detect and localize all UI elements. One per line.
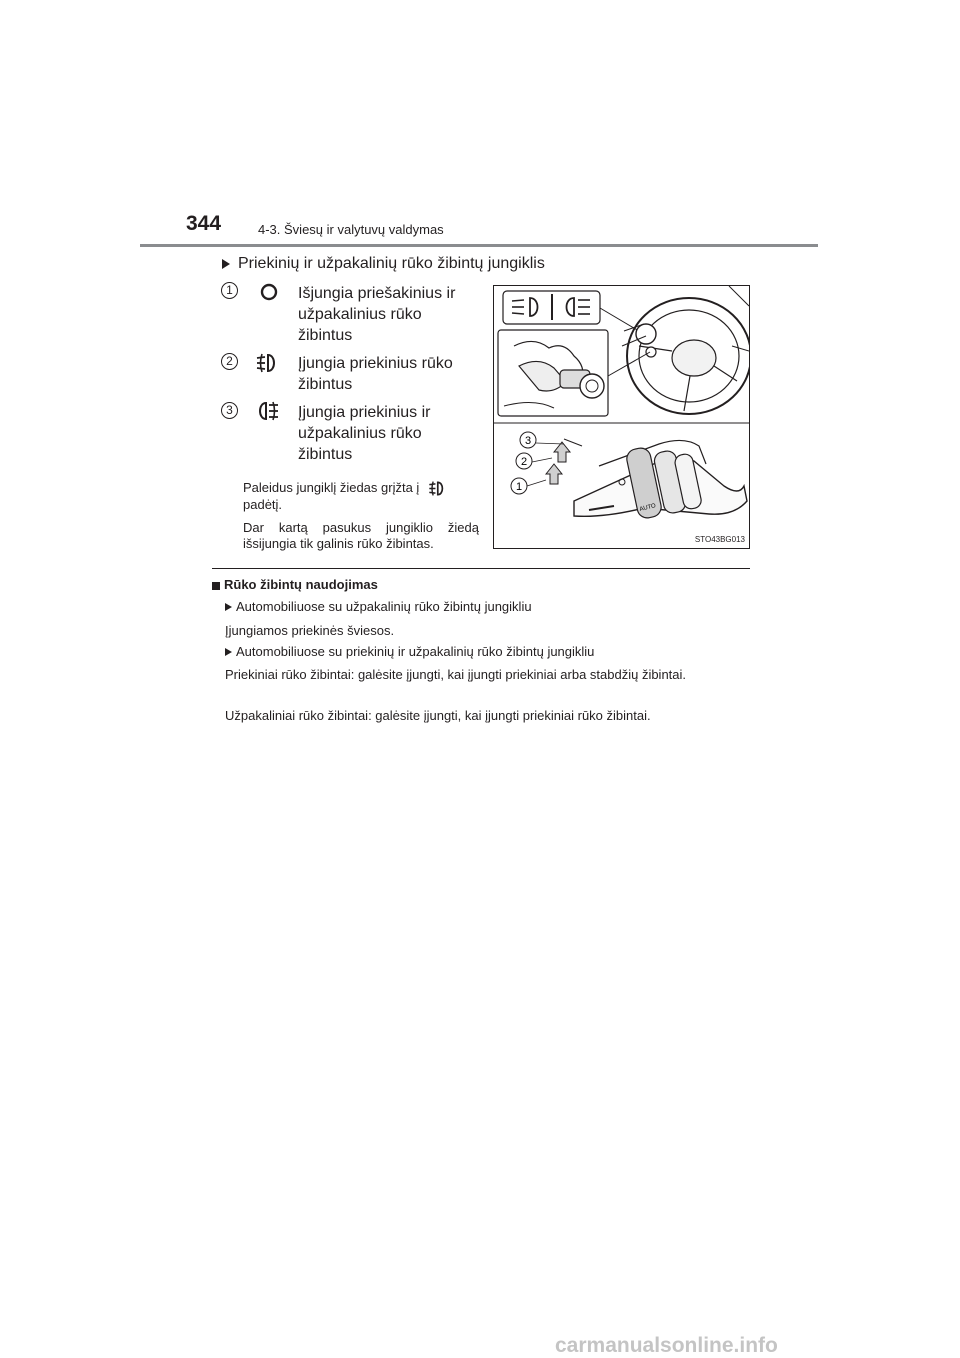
- triangle-bullet-icon: [222, 259, 230, 269]
- square-bullet-icon: [212, 582, 220, 590]
- rear-fog-icon: [254, 400, 280, 422]
- item-2-text: Įjungia priekinius rūko žibintus: [298, 355, 453, 393]
- figure-code: STO43BG013: [694, 535, 745, 544]
- auto-label: AUTO: [639, 503, 657, 513]
- figure-label-1: 1: [515, 481, 523, 493]
- page-number: 344: [186, 212, 222, 235]
- fog-off-icon: [256, 281, 282, 303]
- again-note: Dar kartą pasukus jungiklio žiedą išsijungia tik galinis rūko žibintas.: [243, 520, 479, 551]
- item-number-2: 2: [221, 353, 238, 370]
- fog-switch-figure: [493, 285, 750, 549]
- paragraph-3: Užpakaliniai rūko žibintai: galėsite įjungti, kai įjungti priekiniai rūko žibintai.: [225, 708, 651, 723]
- figure-label-3: 3: [524, 435, 532, 447]
- section-title: 4-3. Šviesų ir valytuvų valdymas: [258, 222, 444, 237]
- subsection-heading-text: Rūko žibintų naudojimas: [224, 577, 378, 592]
- figure-label-2: 2: [520, 456, 528, 468]
- paragraph-2: Priekiniai rūko žibintai: galėsite įjungti, kai įjungti priekiniai arba stabdžių žibintai.: [225, 667, 687, 682]
- triangle-bullet-icon: [225, 603, 232, 611]
- front-fog-icon: [254, 352, 280, 374]
- release-note-end: padėtį.: [243, 497, 283, 513]
- subsection-heading: [212, 577, 378, 592]
- watermark: carmanualsonline.info: [555, 1334, 778, 1357]
- paragraph-1: Įjungiamos priekinės šviesos.: [225, 623, 395, 638]
- main-heading: [222, 255, 545, 273]
- main-heading-text: Priekinių ir užpakalinių rūko žibintų jungiklis: [238, 255, 545, 272]
- bullet-rear-fog-switch: [225, 599, 532, 614]
- triangle-bullet-icon: [225, 648, 232, 656]
- release-note: [243, 480, 479, 513]
- item-3-text: Įjungia priekinius ir užpakalinius rūko žibintus: [298, 404, 431, 463]
- bullet-1-text: Automobiliuose su užpakalinių rūko žibintų jungikliu: [236, 599, 532, 614]
- item-number-1: 1: [221, 282, 238, 299]
- bullet-2-text: Automobiliuose su priekinių ir užpakalinių rūko žibintų jungikliu: [236, 644, 595, 659]
- release-note-text: Paleidus jungiklį žiedas grįžta į: [243, 480, 420, 495]
- section-divider: [212, 568, 750, 569]
- header-divider: [140, 244, 818, 247]
- front-fog-inline-icon: [427, 480, 447, 497]
- bullet-front-rear-fog-switch: [225, 644, 594, 659]
- item-1-text: Išjungia priešakinius ir užpakalinius rūko žibintus: [298, 285, 456, 344]
- fog-switch-illustration: [494, 286, 749, 548]
- item-number-3: 3: [221, 402, 238, 419]
